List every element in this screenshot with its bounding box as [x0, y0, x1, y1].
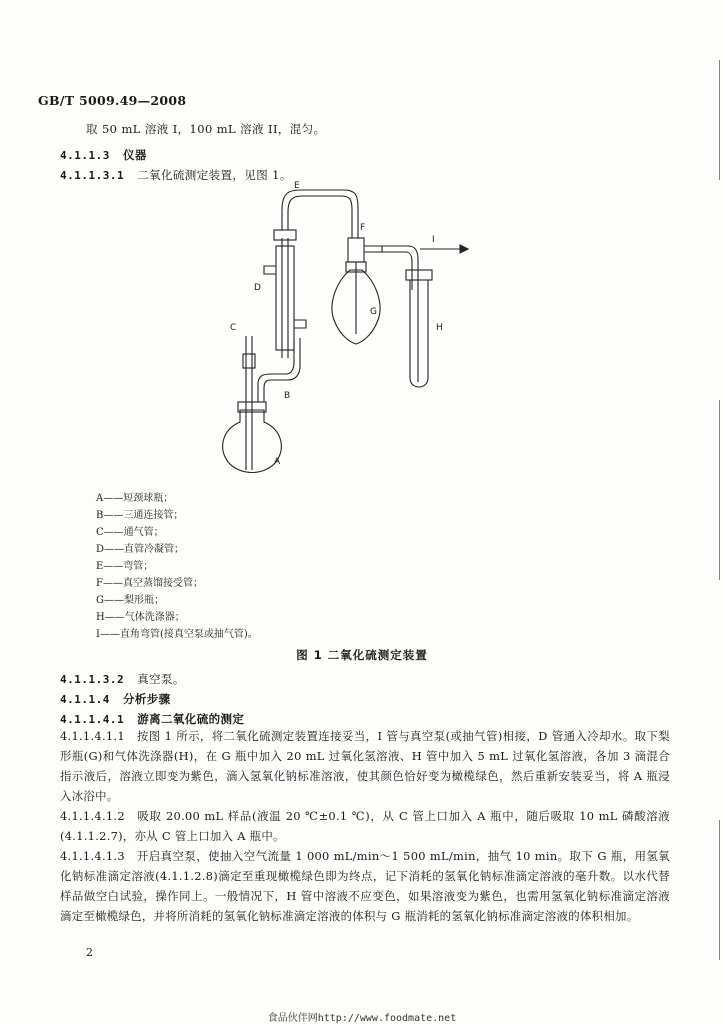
section-text: 真空泵。 [137, 672, 185, 686]
label-d: D [254, 283, 261, 293]
label-c: C [230, 323, 237, 333]
label-f: F [360, 223, 366, 233]
section-4114 [60, 688, 171, 707]
label-h: H [436, 323, 443, 333]
legend-item: G——梨形瓶； [96, 595, 164, 606]
section-41132 [60, 668, 185, 687]
label-i: I [432, 235, 435, 245]
label-b: B [284, 391, 291, 401]
section-4113 [60, 144, 147, 163]
condenser-d-side-inlet [264, 266, 276, 274]
section-41141 [60, 708, 244, 727]
sulfur-dioxide-apparatus-diagram [210, 178, 510, 478]
condenser-d [276, 246, 294, 350]
standard-number: GB/T 5009.49—2008 [38, 93, 187, 108]
section-text: 二氧化硫测定装置，见图 1。 [137, 168, 292, 182]
legend-item: B——三通连接管； [96, 510, 184, 521]
scan-edge-mark [719, 400, 720, 580]
section-number: 4.1.1.4.1 [60, 713, 125, 726]
intro-line: 取 50 mL 溶液 I，100 mL 溶液 II，混匀。 [86, 122, 326, 136]
paragraph-411413: 4.1.1.4.1.3 开启真空泵，使抽入空气流量 1 000 mL/min～1 500 mL/min，抽气 10 min。取下 G 瓶，用氢氧化钠标准滴定溶液(4.1.1.2.8)滴定至重现橄榄绿色即为终点，记下消耗的氢氧化钠标准滴定溶液的毫升数。以水代替样品做空白试验，操作同上。一般情况下，H 管中溶液不应变色，如果溶液变为紫色，也需用氢氧化钠标准滴定溶液滴定至橄榄绿色，并将所消耗的氢氧化钠标准滴定溶液的体积与 G 瓶消耗的氢氧化钠标准滴定溶液的体积相加。 [60, 849, 670, 923]
scan-edge-mark [719, 820, 720, 960]
legend-item: H——气体洗涤器； [96, 612, 185, 623]
paragraph-411411: 4.1.1.4.1.1 按图 1 所示，将二氧化硫测定装置连接妥当，I 管与真空泵(或抽气管)相接，D 管通入冷却水。取下梨形瓶(G)和气体洗涤器(H)，在 G 瓶中加入 20 mL 过氧化氢溶液、H 管中加入 5 mL 过氧化氢溶液，各加 3 滴混合指示液后，溶液立即变为紫色，滴入氢氧化钠标准溶液，使其颜色恰好变为橄榄绿色，然后重新安装妥当，将 A 瓶浸入冰浴中。 [60, 729, 670, 803]
section-number: 4.1.1.3.1 [60, 169, 125, 182]
gas-washer-h [406, 270, 432, 280]
section-title: 游离二氧化硫的测定 [137, 712, 245, 726]
section-number: 4.1.1.3 [60, 149, 110, 162]
section-number: 4.1.1.4 [60, 693, 110, 706]
legend-item: D——直管冷凝管； [96, 544, 185, 555]
paragraph-411412: 4.1.1.4.1.2 吸取 20.00 mL 样品(液温 20 ℃±0.1 ℃)，从 C 管上口加入 A 瓶中，随后吸取 10 mL 磷酸溶液(4.1.1.2.7)，亦从 C 管上口加入 A 瓶中。 [60, 809, 670, 843]
legend-item: A——短颈球瓶； [96, 493, 174, 504]
adapter-f [348, 238, 364, 262]
label-g: G [370, 307, 377, 317]
section-title: 分析步骤 [122, 692, 171, 706]
bent-tube-i [382, 246, 418, 290]
figure-legend [96, 490, 258, 643]
condenser-d-side-outlet [294, 320, 306, 328]
label-e: E [294, 181, 300, 191]
legend-item: I——直角弯管(接真空泵或抽气管)。 [96, 629, 258, 640]
section-title: 仪器 [122, 148, 147, 162]
page-number: 2 [86, 946, 93, 959]
legend-item: E——弯管； [96, 561, 154, 572]
scan-edge-mark [719, 60, 720, 180]
legend-item: F——真空蒸馏接受管； [96, 578, 203, 589]
legend-item: C——通气管； [96, 527, 164, 538]
figure-caption: 图 1 二氧化硫测定装置 [296, 648, 428, 662]
tube-c-joint [243, 354, 255, 368]
footer-watermark: 食品伙伴网http://www.foodmate.net [267, 1013, 457, 1024]
label-a: A [274, 457, 281, 467]
section-number: 4.1.1.3.2 [60, 673, 125, 686]
